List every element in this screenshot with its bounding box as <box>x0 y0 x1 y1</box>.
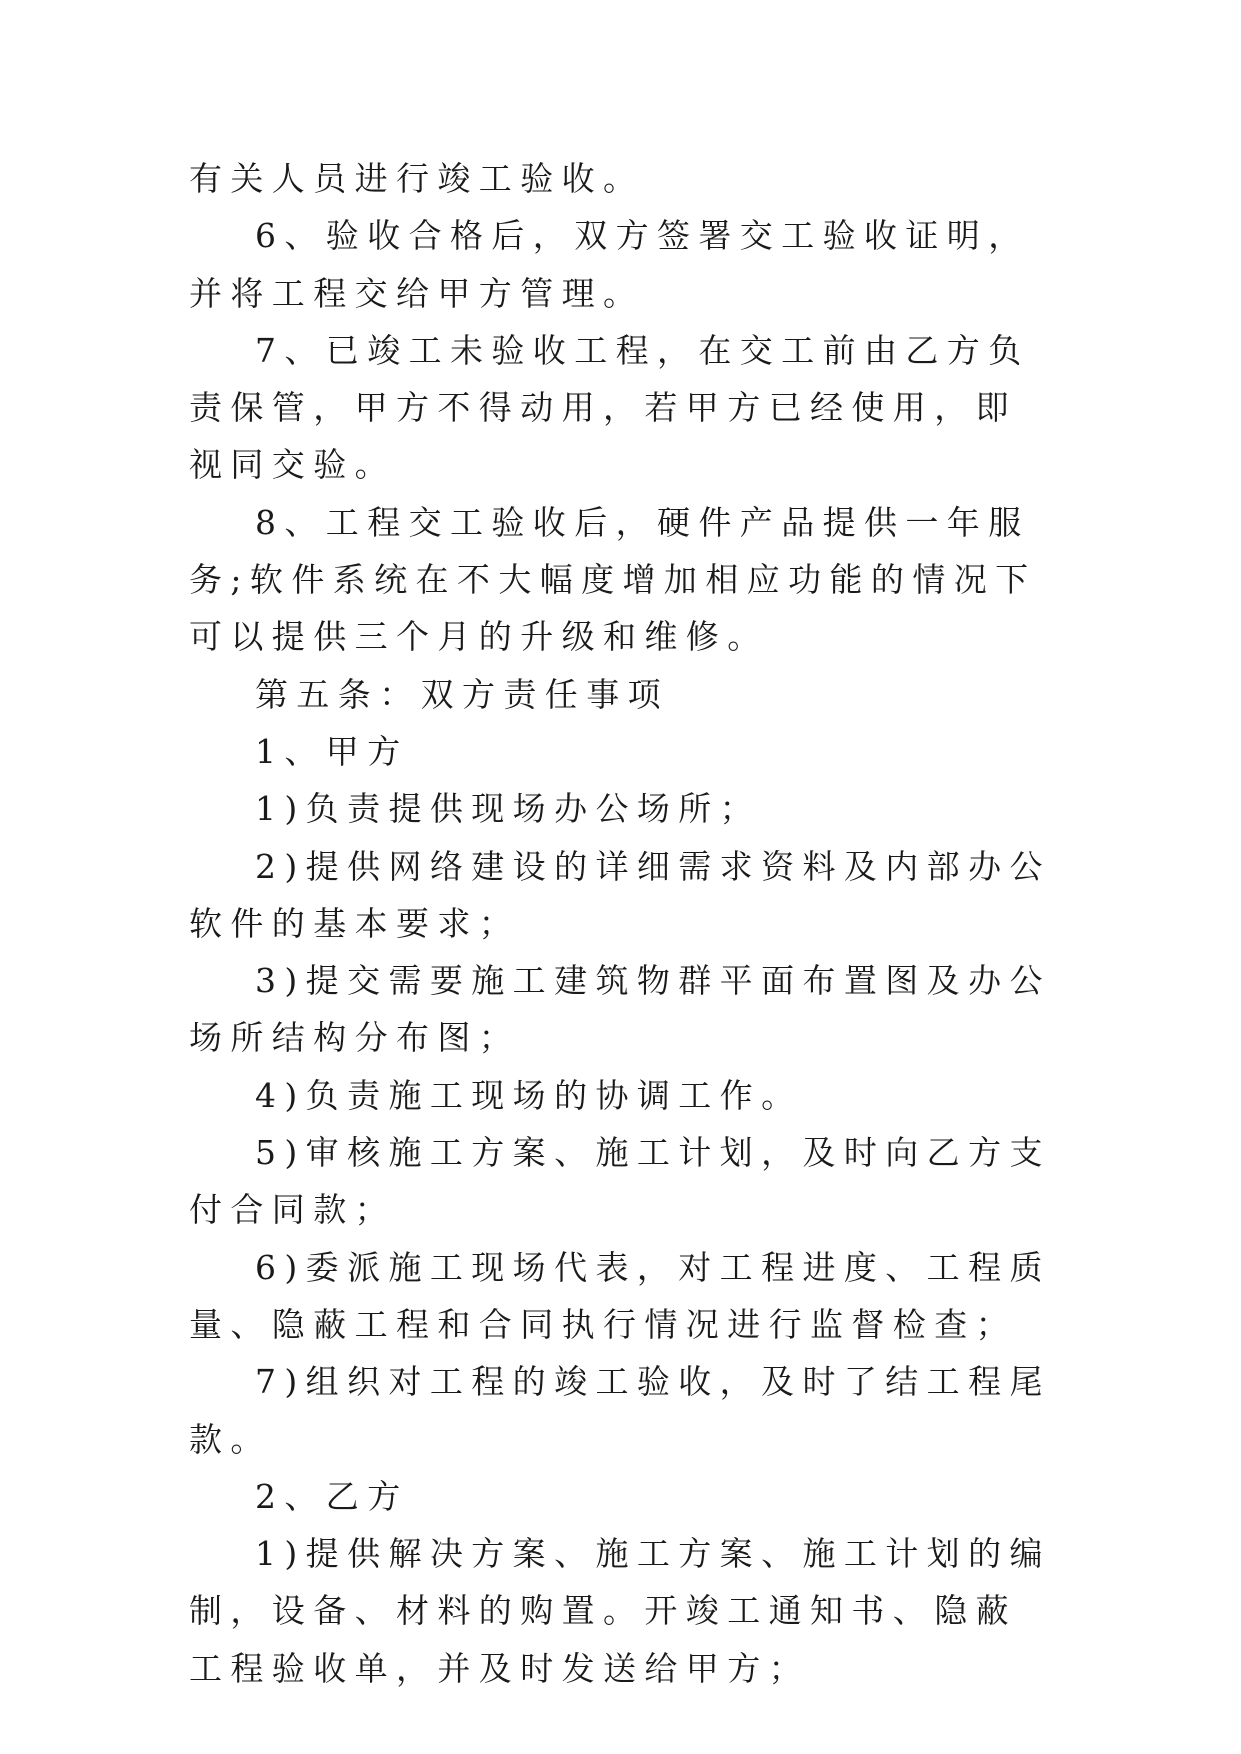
party-a-item-7: 7)组织对工程的竣工验收，及时了结工程尾款。 <box>189 1362 1051 1459</box>
subsection-heading-party-b: 2、乙方 <box>255 1476 409 1516</box>
paragraph-continuation: 有关人员进行竣工验收。 <box>189 159 645 198</box>
party-a-item-6: 6)委派施工现场代表，对工程进度、工程质量、隐蔽工程和合同执行情况进行监督检查； <box>189 1247 1051 1344</box>
document-body <box>189 150 1051 1697</box>
party-a-item-1: 1)负责提供现场办公场所； <box>255 789 762 829</box>
section-heading-article-5: 第五条：双方责任事项 <box>255 674 669 714</box>
paragraph-item-8: 8、工程交工验收后，硬件产品提供一年服务;软件系统在不大幅度增加相应功能的情况下可以提供三个月的升级和维修。 <box>189 502 1037 657</box>
paragraph-item-6: 6、验收合格后，双方签署交工验收证明，并将工程交给甲方管理。 <box>189 216 1030 313</box>
paragraph-item-7: 7、已竣工未验收工程，在交工前由乙方负责保管，甲方不得动用，若甲方已经使用，即视同交验。 <box>189 330 1030 485</box>
party-a-item-5: 5)审核施工方案、施工计划，及时向乙方支付合同款； <box>189 1133 1051 1230</box>
party-a-item-4: 4)负责施工现场的协调工作。 <box>255 1075 803 1115</box>
party-a-item-3: 3)提交需要施工建筑物群平面布置图及办公场所结构分布图； <box>189 961 1051 1058</box>
party-b-item-1: 1)提供解决方案、施工方案、施工计划的编制，设备、材料的购置。开竣工通知书、隐蔽工程验收单，并及时发送给甲方； <box>189 1534 1051 1688</box>
party-a-item-2: 2)提供网络建设的详细需求资料及内部办公软件的基本要求； <box>189 846 1051 943</box>
subsection-heading-party-a: 1、甲方 <box>255 731 409 771</box>
